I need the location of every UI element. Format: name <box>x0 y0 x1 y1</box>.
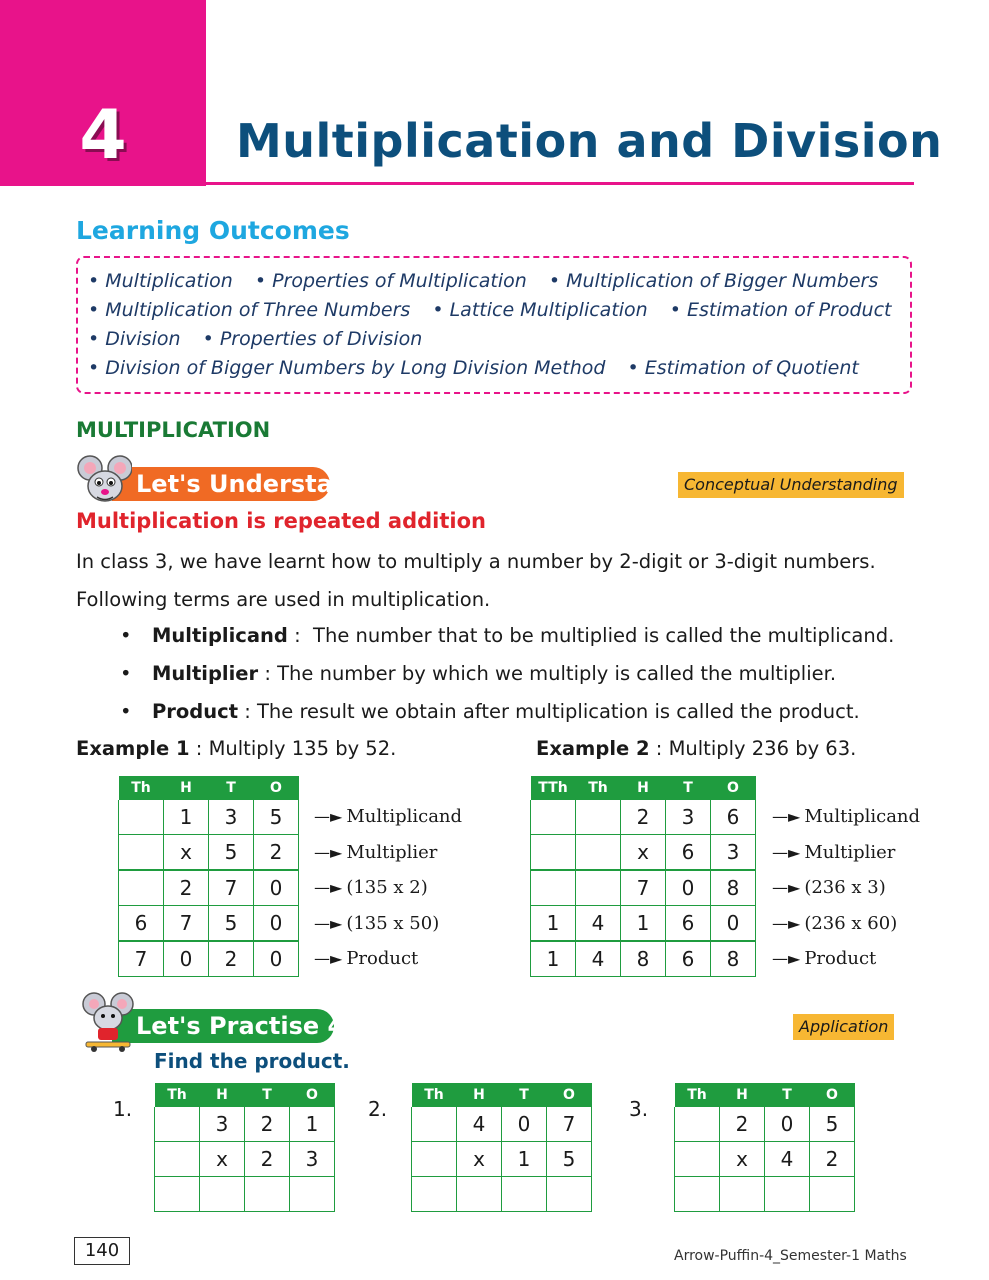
outcome-item: • Multiplication of Bigger Numbers <box>548 270 879 292</box>
outcome-line <box>88 328 438 350</box>
term-name: Multiplicand <box>152 624 288 647</box>
arrow-right-icon: —► <box>314 949 343 968</box>
place-header: H <box>200 1083 245 1107</box>
example-2-place-value-table <box>530 776 756 977</box>
digit-cell: 0 <box>666 870 711 906</box>
table-header-row <box>119 776 299 800</box>
exercise-2-table <box>411 1083 592 1212</box>
digit-cell <box>576 800 621 835</box>
digit-cell <box>576 870 621 906</box>
digit-cell: 0 <box>254 906 299 942</box>
digit-cell: 8 <box>711 870 756 906</box>
digit-cell <box>412 1177 457 1212</box>
term-desc: The result we obtain after multiplication is called the product. <box>257 700 860 723</box>
digit-cell: 7 <box>621 870 666 906</box>
place-header: Th <box>155 1083 200 1107</box>
digit-cell: 6 <box>666 835 711 871</box>
mouse-mascot-icon <box>76 452 132 510</box>
place-header: O <box>290 1083 335 1107</box>
digit-cell <box>531 870 576 906</box>
section-heading: MULTIPLICATION <box>76 418 271 442</box>
digit-cell: 3 <box>200 1107 245 1142</box>
digit-cell: x <box>457 1142 502 1177</box>
annotation-text: Multiplier <box>804 841 896 863</box>
outcome-item: • Division of Bigger Numbers by Long Division Method <box>88 357 606 379</box>
application-tag: Application <box>793 1014 894 1040</box>
digit-cell: 6 <box>711 800 756 835</box>
arrow-right-icon: —► <box>772 949 801 968</box>
table-row <box>531 800 756 835</box>
place-header: O <box>254 776 299 800</box>
example-1-text: : Multiply 135 by 52. <box>189 737 397 760</box>
place-header: T <box>209 776 254 800</box>
digit-cell: 8 <box>711 941 756 977</box>
term-multiplicand <box>120 624 894 647</box>
place-header: Th <box>576 776 621 800</box>
place-header: Th <box>412 1083 457 1107</box>
exercise-1-table <box>154 1083 335 1212</box>
arrow-annotation <box>314 913 439 934</box>
digit-cell <box>200 1177 245 1212</box>
term-desc: The number by which we multiply is called the multiplier. <box>277 662 837 685</box>
table-row <box>119 835 299 871</box>
place-header: O <box>810 1083 855 1107</box>
arrow-right-icon: —► <box>314 913 343 933</box>
outcome-item: • Estimation of Quotient <box>627 357 859 379</box>
table-row <box>531 941 756 977</box>
digit-cell <box>155 1142 200 1177</box>
digit-cell: 3 <box>666 800 711 835</box>
place-header: Th <box>675 1083 720 1107</box>
table-header-row <box>155 1083 335 1107</box>
digit-cell: 2 <box>245 1107 290 1142</box>
digit-cell: 2 <box>209 941 254 977</box>
digit-cell: 5 <box>209 835 254 871</box>
arrow-right-icon: —► <box>772 913 801 933</box>
table-header-row <box>412 1083 592 1107</box>
outcome-item: • Properties of Division <box>202 328 423 350</box>
digit-cell <box>675 1142 720 1177</box>
digit-cell: 3 <box>290 1142 335 1177</box>
arrow-annotation <box>772 806 920 827</box>
annotation-text: (236 x 3) <box>804 877 886 898</box>
digit-cell: 0 <box>254 870 299 906</box>
digit-cell <box>245 1177 290 1212</box>
digit-cell <box>675 1107 720 1142</box>
table-header-row <box>675 1083 855 1107</box>
digit-cell <box>720 1177 765 1212</box>
digit-cell: 0 <box>711 906 756 942</box>
digit-cell: 5 <box>810 1107 855 1142</box>
term-separator: : <box>287 624 314 647</box>
conceptual-understanding-tag: Conceptual Understanding <box>678 472 904 498</box>
table-row <box>531 906 756 942</box>
digit-cell <box>547 1177 592 1212</box>
table-row <box>412 1177 592 1212</box>
place-header: TTh <box>531 776 576 800</box>
digit-cell: 4 <box>576 906 621 942</box>
place-header: H <box>164 776 209 800</box>
digit-cell <box>119 800 164 835</box>
arrow-annotation <box>314 806 462 827</box>
digit-cell: 6 <box>119 906 164 942</box>
table-row <box>675 1177 855 1212</box>
arrow-annotation <box>314 877 428 898</box>
digit-cell <box>810 1177 855 1212</box>
arrow-annotation <box>772 948 876 969</box>
digit-cell: x <box>621 835 666 871</box>
digit-cell <box>675 1177 720 1212</box>
digit-cell: 7 <box>164 906 209 942</box>
term-multiplier <box>120 662 836 685</box>
term-name: Product <box>152 700 239 723</box>
digit-cell <box>155 1107 200 1142</box>
term-product <box>120 700 860 723</box>
digit-cell: 1 <box>502 1142 547 1177</box>
learning-outcomes-box <box>76 256 912 394</box>
digit-cell: 2 <box>254 835 299 871</box>
digit-cell: 0 <box>765 1107 810 1142</box>
learning-outcomes-heading: Learning Outcomes <box>76 216 350 245</box>
digit-cell <box>412 1107 457 1142</box>
table-row <box>155 1142 335 1177</box>
annotation-text: Multiplicand <box>346 806 463 827</box>
digit-cell: 2 <box>164 870 209 906</box>
exercise-number: 1. <box>113 1097 133 1121</box>
exercise-number: 2. <box>368 1097 388 1121</box>
digit-cell: 5 <box>547 1142 592 1177</box>
table-header-row <box>531 776 756 800</box>
term-separator: : <box>238 700 257 723</box>
example-1-place-value-table <box>118 776 299 977</box>
mouse-skateboard-mascot-icon <box>80 990 136 1052</box>
exercise-number: 3. <box>629 1097 649 1121</box>
digit-cell: 7 <box>547 1107 592 1142</box>
table-row <box>119 941 299 977</box>
term-separator: : <box>258 662 278 685</box>
subheading: Multiplication is repeated addition <box>76 509 486 533</box>
digit-cell: x <box>200 1142 245 1177</box>
digit-cell: 2 <box>720 1107 765 1142</box>
outcome-item: • Multiplication <box>88 270 233 292</box>
chapter-title: Multiplication and Division <box>236 114 943 168</box>
table-row <box>155 1177 335 1212</box>
arrow-right-icon: —► <box>772 807 801 826</box>
find-product-instruction: Find the product. <box>154 1049 350 1073</box>
arrow-annotation <box>314 948 418 969</box>
digit-cell: 2 <box>245 1142 290 1177</box>
table-row <box>531 835 756 871</box>
table-row <box>412 1107 592 1142</box>
place-header: H <box>621 776 666 800</box>
header-rule <box>206 182 914 185</box>
digit-cell: 1 <box>531 906 576 942</box>
place-header: O <box>547 1083 592 1107</box>
arrow-right-icon: —► <box>772 878 801 897</box>
digit-cell: 4 <box>576 941 621 977</box>
place-header: H <box>457 1083 502 1107</box>
annotation-text: Multiplier <box>346 841 438 863</box>
arrow-annotation <box>772 877 886 898</box>
example-1-title: Example 1 <box>76 737 190 760</box>
table-row <box>119 906 299 942</box>
digit-cell <box>457 1177 502 1212</box>
digit-cell: 0 <box>502 1107 547 1142</box>
arrow-right-icon: —► <box>314 878 343 897</box>
example-2-label <box>536 737 856 760</box>
outcome-line <box>88 270 894 292</box>
annotation-text: (135 x 2) <box>346 877 428 898</box>
digit-cell: x <box>720 1142 765 1177</box>
digit-cell: 4 <box>457 1107 502 1142</box>
example-2-title: Example 2 <box>536 737 650 760</box>
outcome-item: • Estimation of Product <box>669 299 892 321</box>
digit-cell: 6 <box>666 906 711 942</box>
term-desc: The number that to be multiplied is called the multiplicand. <box>313 624 895 647</box>
place-header: H <box>720 1083 765 1107</box>
arrow-annotation <box>772 842 895 863</box>
digit-cell <box>290 1177 335 1212</box>
digit-cell: 0 <box>254 941 299 977</box>
digit-cell <box>531 835 576 871</box>
place-header: Th <box>119 776 164 800</box>
annotation-text: (135 x 50) <box>346 912 440 934</box>
digit-cell: 7 <box>209 870 254 906</box>
digit-cell: 6 <box>666 941 711 977</box>
lets-understand-banner: Let's Understand <box>112 467 330 501</box>
outcome-line <box>88 299 907 321</box>
table-row <box>119 800 299 835</box>
exercise-3-table <box>674 1083 855 1212</box>
digit-cell: 7 <box>119 941 164 977</box>
arrow-right-icon: —► <box>772 842 801 862</box>
term-name: Multiplier <box>152 662 259 685</box>
digit-cell: 4 <box>765 1142 810 1177</box>
outcome-item: • Division <box>88 328 181 350</box>
outcome-line <box>88 357 875 379</box>
digit-cell: 3 <box>209 800 254 835</box>
place-header: T <box>245 1083 290 1107</box>
arrow-annotation <box>772 913 897 934</box>
arrow-right-icon: —► <box>314 842 343 862</box>
annotation-text: Product <box>804 948 877 969</box>
digit-cell: 3 <box>711 835 756 871</box>
table-row <box>155 1107 335 1142</box>
intro-line-2: Following terms are used in multiplication. <box>76 588 491 611</box>
digit-cell: 1 <box>164 800 209 835</box>
digit-cell <box>502 1177 547 1212</box>
example-1-label <box>76 737 396 760</box>
digit-cell <box>155 1177 200 1212</box>
digit-cell: 1 <box>621 906 666 942</box>
annotation-text: Product <box>346 948 419 969</box>
digit-cell: 8 <box>621 941 666 977</box>
digit-cell: 2 <box>621 800 666 835</box>
table-row <box>119 870 299 906</box>
book-footer: Arrow-Puffin-4_Semester-1 Maths <box>674 1248 907 1264</box>
digit-cell: 0 <box>164 941 209 977</box>
chapter-number: 4 <box>79 96 127 175</box>
page-number: 140 <box>74 1237 130 1265</box>
annotation-text: Multiplicand <box>804 806 921 827</box>
arrow-right-icon: —► <box>314 807 343 826</box>
example-2-text: : Multiply 236 by 63. <box>649 737 857 760</box>
digit-cell: 5 <box>209 906 254 942</box>
outcome-item: • Lattice Multiplication <box>432 299 648 321</box>
digit-cell <box>412 1142 457 1177</box>
digit-cell: 2 <box>810 1142 855 1177</box>
bullet-dot: • <box>120 700 132 723</box>
lets-practise-banner: Let's Practise 4.1 <box>112 1009 334 1043</box>
place-header: T <box>502 1083 547 1107</box>
outcome-item: • Properties of Multiplication <box>254 270 527 292</box>
place-header: T <box>765 1083 810 1107</box>
table-row <box>675 1142 855 1177</box>
place-header: O <box>711 776 756 800</box>
digit-cell <box>765 1177 810 1212</box>
digit-cell: x <box>164 835 209 871</box>
table-row <box>531 870 756 906</box>
digit-cell: 1 <box>531 941 576 977</box>
digit-cell <box>119 870 164 906</box>
table-row <box>675 1107 855 1142</box>
intro-line-1: In class 3, we have learnt how to multiply a number by 2-digit or 3-digit numbers. <box>76 550 876 573</box>
arrow-annotation <box>314 842 437 863</box>
digit-cell <box>576 835 621 871</box>
digit-cell <box>531 800 576 835</box>
outcome-item: • Multiplication of Three Numbers <box>88 299 411 321</box>
digit-cell: 5 <box>254 800 299 835</box>
place-header: T <box>666 776 711 800</box>
bullet-dot: • <box>120 662 132 685</box>
table-row <box>412 1142 592 1177</box>
annotation-text: (236 x 60) <box>804 912 898 934</box>
digit-cell <box>119 835 164 871</box>
digit-cell: 1 <box>290 1107 335 1142</box>
bullet-dot: • <box>120 624 132 647</box>
